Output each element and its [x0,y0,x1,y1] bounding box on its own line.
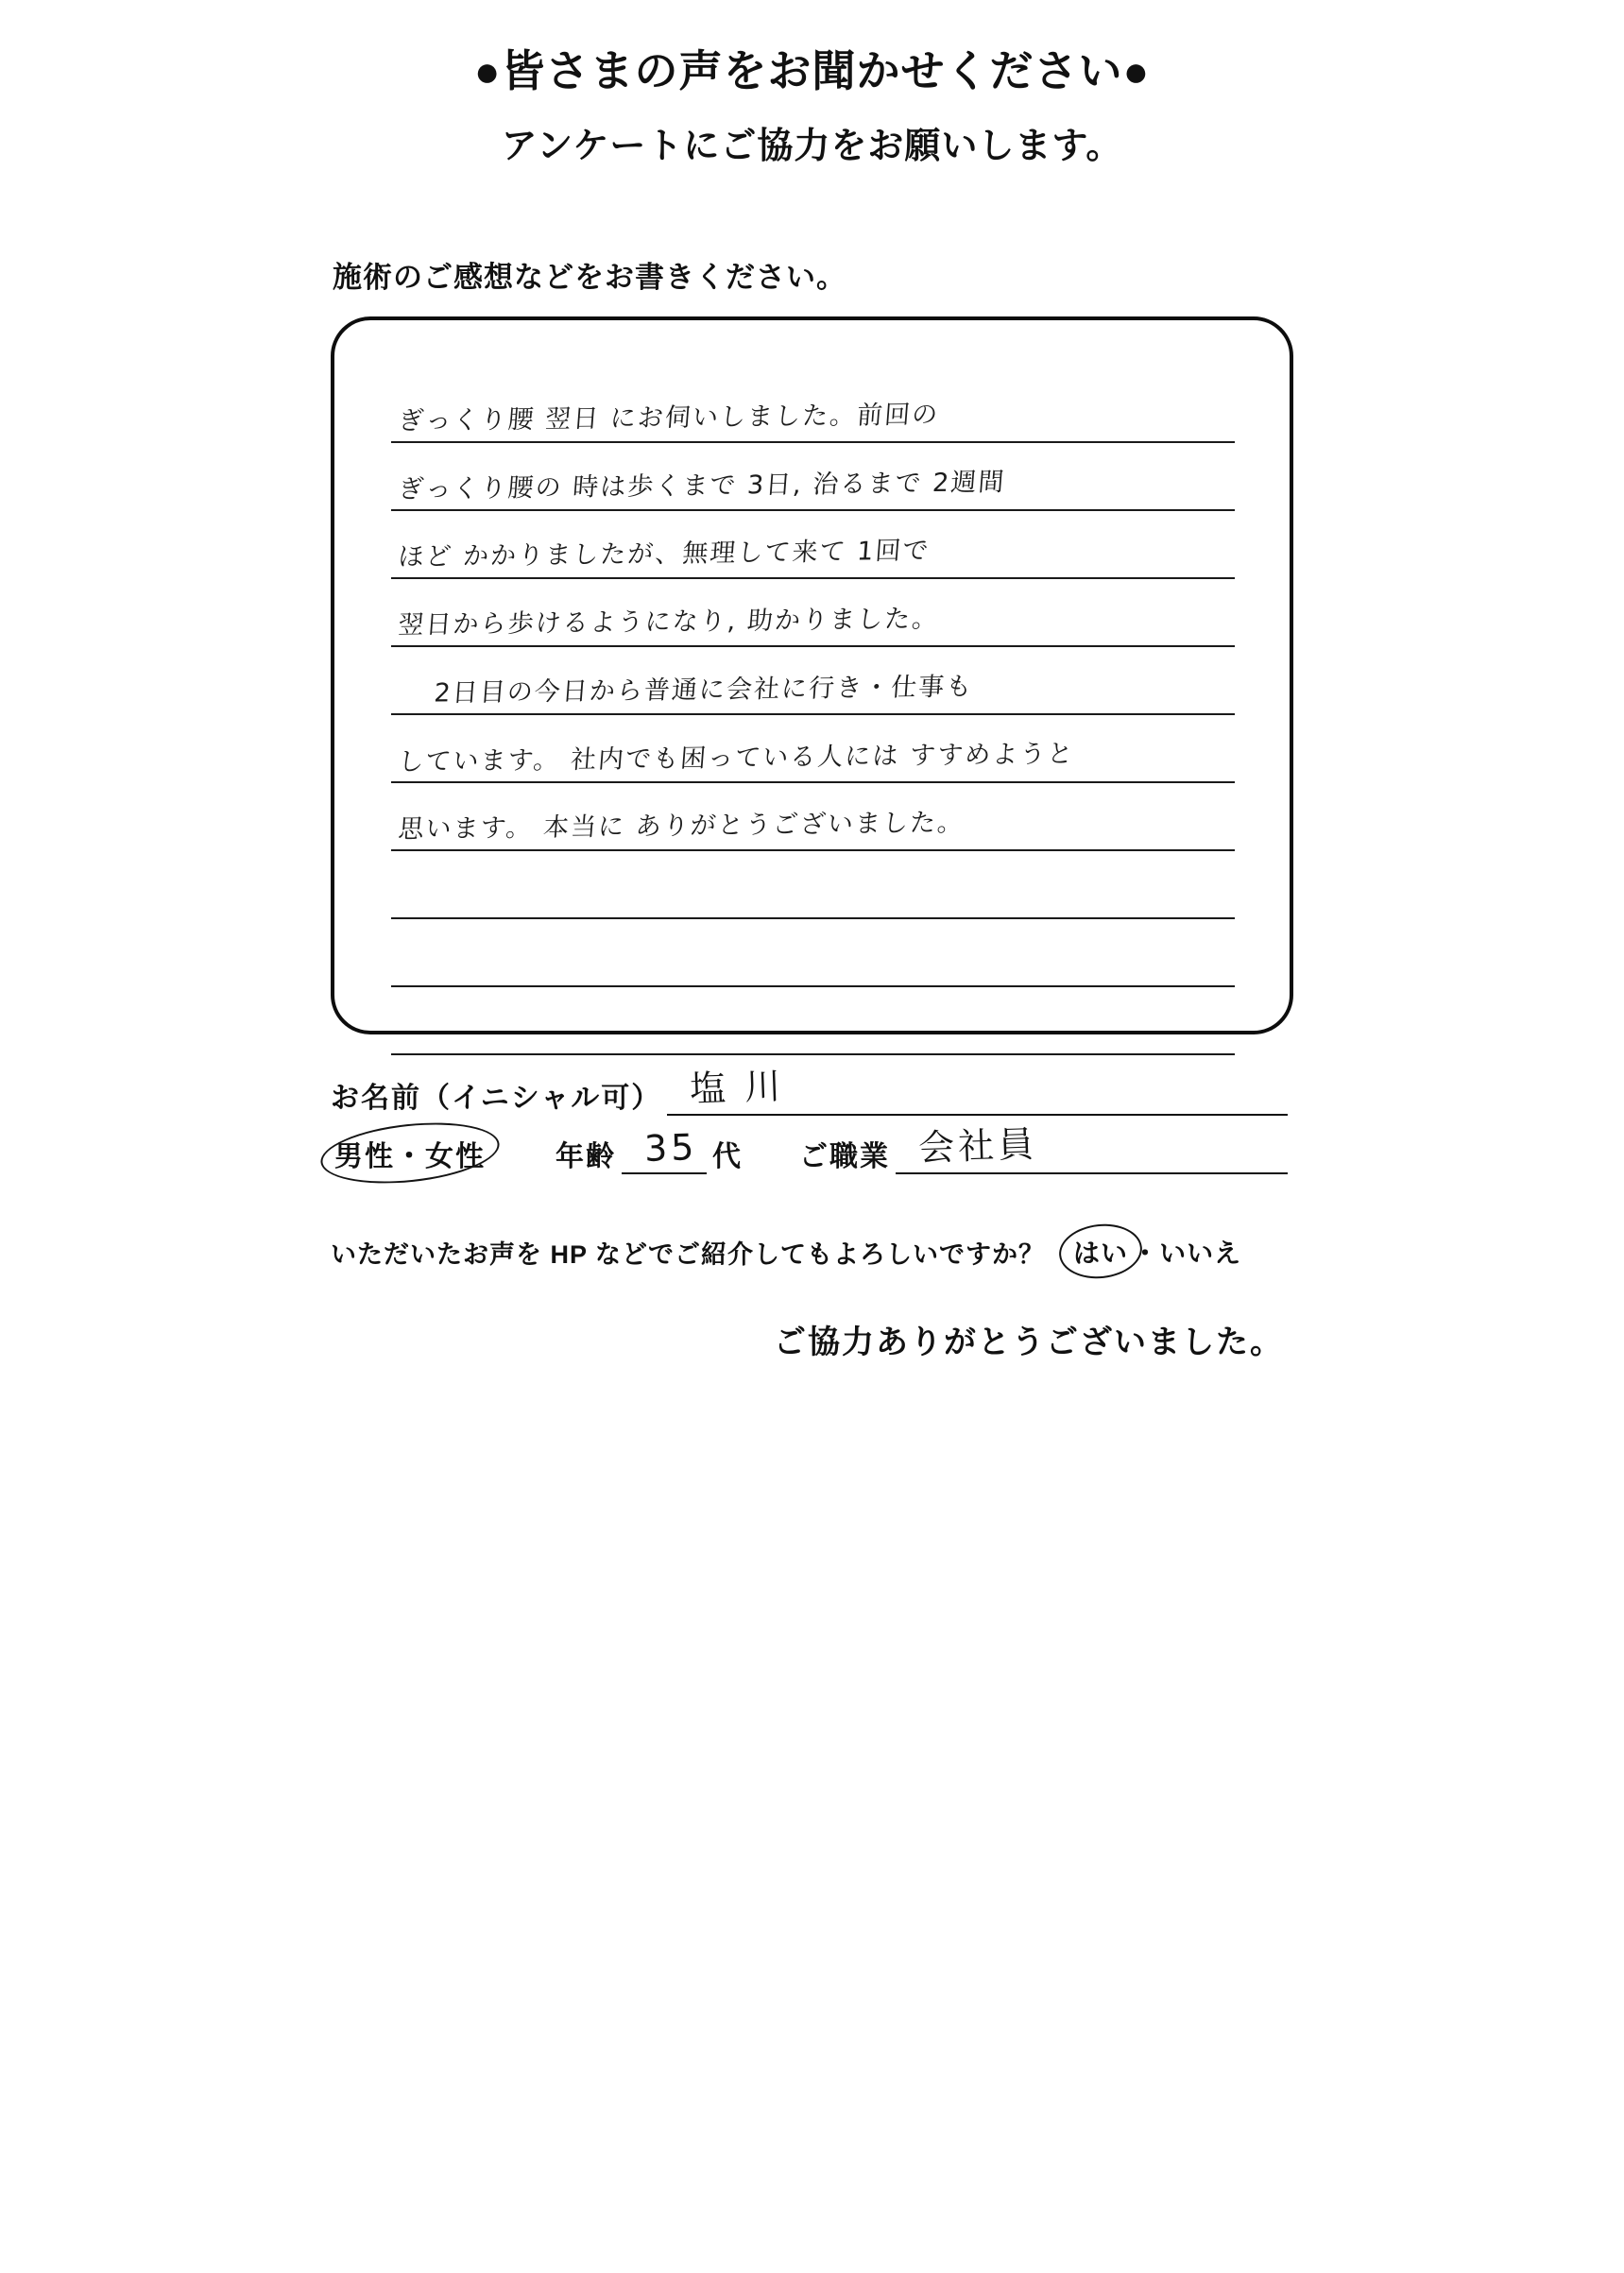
comment-box[interactable] [331,316,1293,1034]
handwritten-text: 2日目の今日から普通に会社に行き・仕事も [433,672,975,709]
answer-separator: ・ [1132,1239,1160,1269]
comment-line [391,919,1235,987]
handwritten-text: しています。 社内でも困っている人には すすめようと [397,739,1076,778]
age-value: 35 [643,1126,699,1171]
comment-line [391,647,1235,715]
name-field-row [331,1065,1293,1116]
answer-yes[interactable]: はい [1069,1233,1132,1271]
permission-row [331,1233,1293,1271]
comment-ruled-lines [391,375,1235,991]
name-value: 塩 川 [689,1065,786,1110]
comment-line [391,987,1235,1055]
age-input[interactable] [622,1126,707,1174]
permission-question: いただいたお声を HP などでご紹介してもよろしいですか？ [331,1239,1046,1269]
handwritten-text: ぎっくり腰 翌日 にお伺いしました。前回の [397,400,941,436]
handwritten-text: 翌日から歩けるようになり, 助かりました。 [397,604,941,641]
age-label: 年齢 [556,1141,616,1173]
comment-line [391,443,1235,511]
questionnaire-page [283,0,1341,1479]
comment-line [391,783,1235,851]
page-title: ●皆さまの声をお聞かせください● [473,46,1151,95]
handwritten-text: ほど かかりましたが、無理して来て 1回で [397,536,932,573]
occupation-input[interactable] [896,1122,1288,1174]
comment-prompt: 施術のご感想などをお書きください。 [333,261,846,295]
occupation-label: ご職業 [799,1141,890,1173]
comment-line [391,511,1235,579]
page-header [283,0,1341,168]
comment-line [391,715,1235,783]
handwritten-text: ぎっくり腰の 時は歩くまで 3日, 治るまで 2週間 [397,468,1007,505]
name-label: お名前（イニシャル可） [331,1083,662,1115]
handwritten-text: 思います。 本当に ありがとうございました。 [397,808,966,845]
age-unit-label: 代 [712,1141,743,1173]
comment-line [391,579,1235,647]
gender-label[interactable]: 男性・女性 [331,1133,489,1174]
thanks-message: ご協力ありがとうございました。 [774,1324,1284,1361]
gender-age-occupation-row [331,1122,1293,1174]
respondent-fields [331,1065,1293,1174]
occupation-value: 会社員 [917,1122,1038,1170]
comment-line [391,851,1235,919]
page-subtitle: アンケートにご協力をお願いします。 [501,127,1123,167]
answer-no[interactable]: いいえ [1159,1239,1242,1269]
comment-line [391,375,1235,443]
permission-answer-options[interactable] [1069,1233,1241,1271]
name-input[interactable] [667,1065,1288,1116]
